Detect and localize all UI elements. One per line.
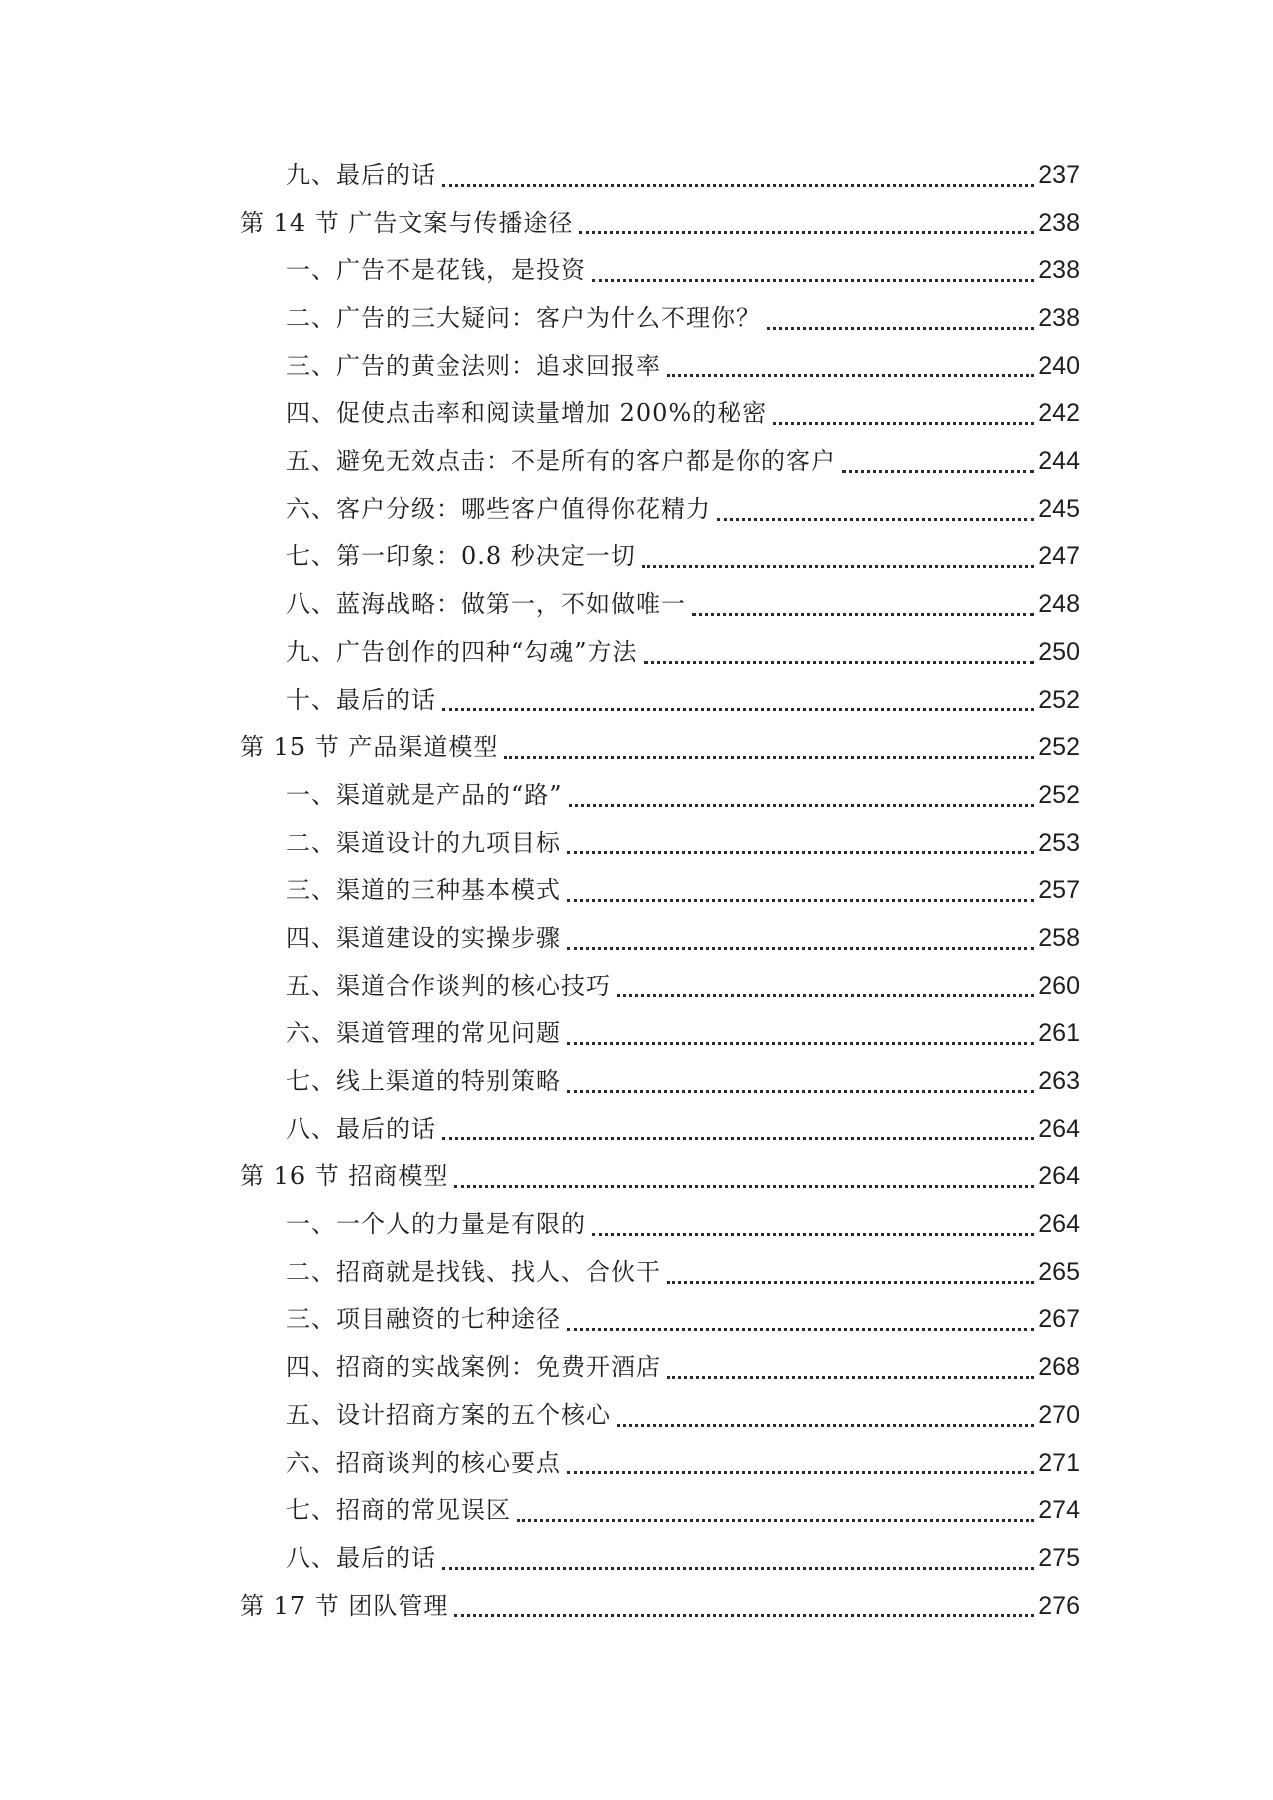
toc-dot-leader (667, 374, 1034, 377)
toc-subsection-entry (240, 534, 1080, 582)
toc-page-number: 238 (1038, 304, 1080, 333)
toc-dot-leader (617, 994, 1034, 997)
toc-entry-title: 一、一个人的力量是有限的 (286, 1210, 586, 1239)
toc-subsection-entry (240, 1010, 1080, 1058)
toc-entry-title: 第 15 节 产品渠道模型 (240, 733, 499, 762)
toc-dot-leader (842, 470, 1034, 473)
toc-page-number: 263 (1038, 1067, 1080, 1096)
toc-dot-leader (667, 1376, 1034, 1379)
toc-entry-title: 九、广告创作的四种“勾魂”方法 (286, 637, 638, 666)
toc-dot-leader (592, 1233, 1034, 1236)
toc-page-number: 270 (1038, 1400, 1080, 1429)
toc-dot-leader (454, 1614, 1034, 1617)
toc-entry-title: 六、渠道管理的常见问题 (286, 1019, 561, 1048)
toc-subsection-entry (240, 1535, 1080, 1583)
toc-dot-leader (442, 1137, 1034, 1140)
toc-subsection-entry (240, 390, 1080, 438)
toc-subsection-entry (240, 629, 1080, 677)
toc-subsection-entry (240, 1201, 1080, 1249)
toc-subsection-entry (240, 915, 1080, 963)
toc-page-number: 261 (1038, 1019, 1080, 1048)
toc-page-number: 240 (1038, 351, 1080, 380)
toc-entry-title: 第 17 节 团队管理 (240, 1591, 449, 1620)
toc-page-number: 274 (1038, 1496, 1080, 1525)
toc-dot-leader (517, 1519, 1034, 1522)
toc-section-entry (240, 1583, 1080, 1631)
toc-dot-leader (567, 899, 1034, 902)
toc-page-number: 238 (1038, 256, 1080, 285)
toc-dot-leader (773, 422, 1034, 425)
toc-dot-leader (567, 1471, 1034, 1474)
toc-page-number: 242 (1038, 399, 1080, 428)
toc-section-entry (240, 1153, 1080, 1201)
toc-subsection-entry (240, 820, 1080, 868)
toc-page-number: 275 (1038, 1543, 1080, 1572)
toc-entry-title: 九、最后的话 (286, 160, 436, 189)
toc-entry-title: 第 16 节 招商模型 (240, 1162, 449, 1191)
toc-entry-title: 八、最后的话 (286, 1114, 436, 1143)
toc-subsection-entry (240, 1058, 1080, 1106)
toc-page-number: 252 (1038, 733, 1080, 762)
toc-page-number: 276 (1038, 1591, 1080, 1620)
toc-page-number: 250 (1038, 637, 1080, 666)
toc-entry-title: 第 14 节 广告文案与传播途径 (240, 208, 574, 237)
toc-entry-title: 一、渠道就是产品的“路” (286, 780, 563, 809)
toc-entry-title: 四、招商的实战案例：免费开酒店 (286, 1353, 661, 1382)
toc-subsection-entry (240, 1297, 1080, 1345)
toc-page-number: 252 (1038, 780, 1080, 809)
toc-subsection-entry (240, 1440, 1080, 1488)
toc-dot-leader (442, 708, 1034, 711)
toc-page-number: 247 (1038, 542, 1080, 571)
toc-entry-title: 五、设计招商方案的五个核心 (286, 1400, 611, 1429)
toc-dot-leader (454, 1185, 1034, 1188)
toc-subsection-entry (240, 438, 1080, 486)
toc-dot-leader (767, 327, 1034, 330)
toc-dot-leader (442, 184, 1034, 187)
toc-subsection-entry (240, 867, 1080, 915)
toc-entry-title: 八、蓝海战略：做第一，不如做唯一 (286, 590, 686, 619)
toc-page-number: 264 (1038, 1162, 1080, 1191)
toc-entry-title: 三、项目融资的七种途径 (286, 1305, 561, 1334)
toc-dot-leader (692, 613, 1034, 616)
toc-entry-title: 七、第一印象：0.8 秒决定一切 (286, 542, 636, 571)
toc-page-number: 237 (1038, 160, 1080, 189)
toc-page-number: 253 (1038, 828, 1080, 857)
toc-entry-title: 七、线上渠道的特别策略 (286, 1067, 561, 1096)
toc-dot-leader (617, 1424, 1034, 1427)
toc-entry-title: 二、招商就是找钱、找人、合伙干 (286, 1257, 661, 1286)
toc-page-number: 245 (1038, 494, 1080, 523)
toc-entry-title: 十、最后的话 (286, 685, 436, 714)
toc-dot-leader (567, 947, 1034, 950)
toc-subsection-entry (240, 1487, 1080, 1535)
toc-dot-leader (644, 661, 1035, 664)
toc-subsection-entry (240, 963, 1080, 1011)
toc-dot-leader (567, 1042, 1034, 1045)
toc-page-number: 260 (1038, 971, 1080, 1000)
toc-page-number: 238 (1038, 208, 1080, 237)
toc-subsection-entry (240, 677, 1080, 725)
toc-page-number: 252 (1038, 685, 1080, 714)
toc-dot-leader (567, 1090, 1034, 1093)
toc-section-entry (240, 200, 1080, 248)
toc-section-entry (240, 724, 1080, 772)
toc-dot-leader (567, 1328, 1034, 1331)
toc-dot-leader (567, 851, 1034, 854)
toc-dot-leader (579, 231, 1034, 234)
toc-subsection-entry (240, 343, 1080, 391)
toc-entry-title: 二、广告的三大疑问：客户为什么不理你？ (286, 304, 761, 333)
toc-subsection-entry (240, 581, 1080, 629)
toc-entry-title: 五、渠道合作谈判的核心技巧 (286, 971, 611, 1000)
toc-subsection-entry (240, 1249, 1080, 1297)
toc-subsection-entry (240, 772, 1080, 820)
toc-page-number: 257 (1038, 876, 1080, 905)
toc-dot-leader (717, 518, 1034, 521)
toc-dot-leader (504, 756, 1034, 759)
toc-entry-title: 六、招商谈判的核心要点 (286, 1448, 561, 1477)
toc-dot-leader (642, 565, 1034, 568)
toc-entry-title: 四、促使点击率和阅读量增加 200%的秘密 (286, 399, 768, 428)
toc-entry-title: 四、渠道建设的实操步骤 (286, 923, 561, 952)
toc-page-number: 248 (1038, 590, 1080, 619)
toc-dot-leader (667, 1281, 1034, 1284)
toc-page-number: 264 (1038, 1114, 1080, 1143)
toc-entry-title: 一、广告不是花钱，是投资 (286, 256, 586, 285)
toc-entry-title: 三、渠道的三种基本模式 (286, 876, 561, 905)
toc-page-number: 267 (1038, 1305, 1080, 1334)
toc-subsection-entry (240, 295, 1080, 343)
toc-entry-title: 二、渠道设计的九项目标 (286, 828, 561, 857)
toc-subsection-entry (240, 247, 1080, 295)
toc-dot-leader (569, 804, 1035, 807)
toc-entry-title: 六、客户分级：哪些客户值得你花精力 (286, 494, 711, 523)
toc-subsection-entry (240, 486, 1080, 534)
toc-page-number: 264 (1038, 1210, 1080, 1239)
table-of-contents (240, 152, 1080, 1630)
toc-entry-title: 八、最后的话 (286, 1543, 436, 1572)
toc-page-number: 265 (1038, 1257, 1080, 1286)
toc-page-number: 244 (1038, 447, 1080, 476)
toc-page-number: 268 (1038, 1353, 1080, 1382)
toc-subsection-entry (240, 1392, 1080, 1440)
toc-page-number: 258 (1038, 923, 1080, 952)
toc-entry-title: 七、招商的常见误区 (286, 1496, 511, 1525)
toc-entry-title: 三、广告的黄金法则：追求回报率 (286, 351, 661, 380)
toc-dot-leader (442, 1567, 1034, 1570)
toc-page-number: 271 (1038, 1448, 1080, 1477)
toc-entry-title: 五、避免无效点击：不是所有的客户都是你的客户 (286, 447, 836, 476)
toc-subsection-entry (240, 1106, 1080, 1154)
toc-dot-leader (592, 279, 1034, 282)
toc-subsection-entry (240, 152, 1080, 200)
toc-subsection-entry (240, 1344, 1080, 1392)
